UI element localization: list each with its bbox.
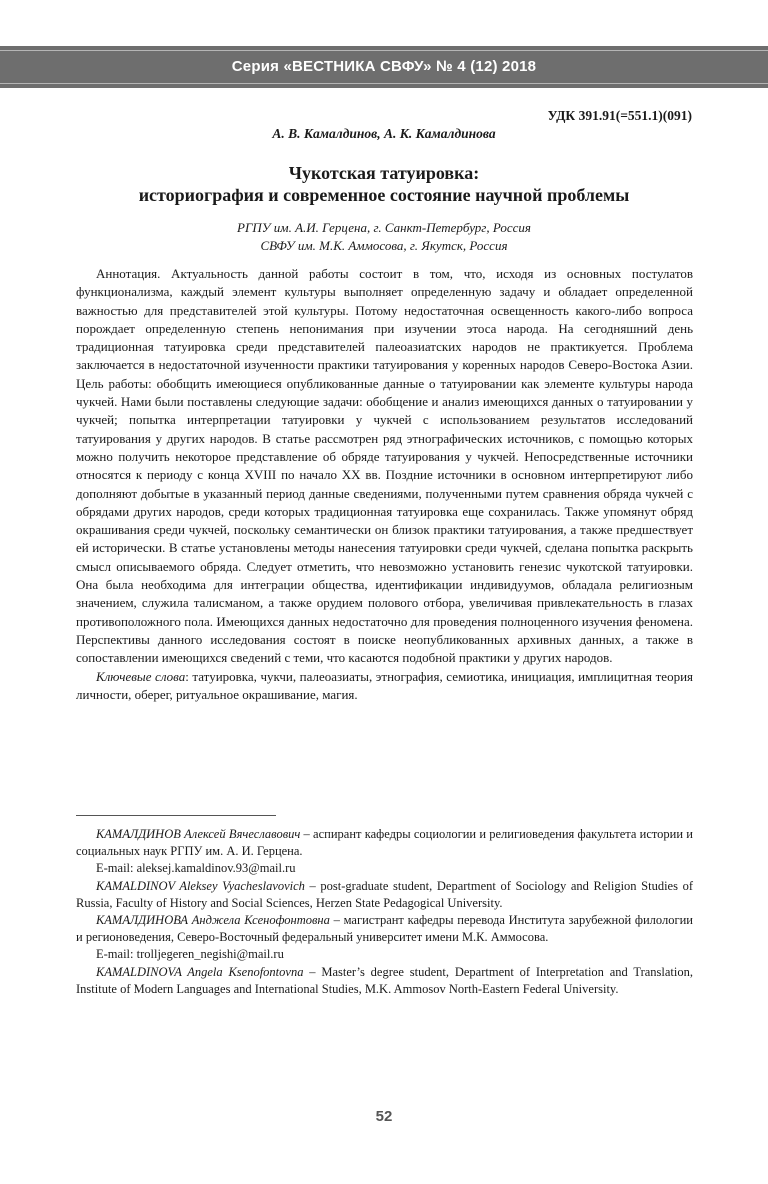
keywords-text: : татуировка, чукчи, палеоазиаты, этнография, семиотика, инициация, имплицитная теория личности, оберег, ритуальное окрашивание, магия.	[76, 668, 694, 702]
author-name: KAMALDINOV Aleksey Vyacheslavovich	[96, 878, 305, 893]
affiliation-1: РГПУ им. А.И. Герцена, г. Санкт-Петербург, Россия	[237, 220, 531, 235]
affiliation-2: СВФУ им. М.К. Аммосова, г. Якутск, Россия	[260, 238, 508, 253]
footnote-author-2-en	[76, 964, 693, 998]
footnote-author-1-en	[76, 878, 693, 912]
footnote-email-1	[76, 860, 693, 877]
article-title	[0, 162, 768, 206]
page-number: 52	[375, 1108, 393, 1125]
footnote-author-1-ru	[76, 826, 693, 860]
article-authors: А. В. Камалдинов, А. К. Камалдинова	[272, 126, 496, 141]
keywords	[76, 668, 693, 705]
udk-code: УДК 391.91(=551.1)(091)	[547, 108, 692, 123]
author-info: – аспирант кафедры социологии и религиоведения факультета истории и социальных наук РГПУ им. А. И. Герцена.	[76, 827, 693, 859]
author-email[interactable]: E-mail: aleksej.kamaldinov.93@mail.ru	[96, 861, 296, 876]
abstract-text: Аннотация. Актуальность данной работы состоит в том, что, исходя из основных постулатов функционализма, каждый элемент культуры выполняет определенную задачу и обладает определенной важностью для представителей этой культуры. Потому недостаточная освещенность какого-либо вопроса порождает определенную степень непонимания при изучении этоса народа. На сегодняшний день традиционная татуировка среди представителей палеоазиатских народов не практикуется. Проблема заключается в недостаточной изученности практики татуирования у коренных народов Северо-Востока Азии. Цель работы: обобщить имеющиеся опубликованные данные о татуировании как элементе культуры народа чукчей. Нами были поставлены следующие задачи: обобщение и анализ имеющихся данных о татуировании у чукчей; попытка интерпретации татуировки у чукчей с использованием результатов исследований татуирования у других народов. В статье рассмотрен ряд этнографических источников, с помощью которых можно получить некоторое представление об обряде татуирования у чукчей. Непосредственные источники относятся к периоду с конца XVIII по начало XX вв. Поздние источники в основном интерпретируют либо дополняют добытые в указанный период данные сведениями, полученными путем сравнения обряда чукчей с обрядами других народов, среди которых традиционная татуировка еще сохранилась. Также упомянут обряд окрашивания среди чукчей, поскольку семантически он близок практики татуирования, а также предшествует ей исторически. В статье установлены методы нанесения татуировки среди чукчей, сделана попытка раскрыть смысл описываемого обряда. Следует отметить, что невозможно установить генезис чукотской татуировки. Она была необходима для интеграции общества, идентификации индивидуумов, обладала религиозным значением, служила талисманом, а также орудием полового отбора, увеличивая привлекательность в глазах противоположного пола. Имеющихся данных недостаточно для проведения полноценного изучения феномена. Перспективы данного исследования состоят в поиске неопубликованных архивных данных, а также в сопоставлении имеющихся сведений с теми, что касаются подобной практики у других народов.	[76, 266, 693, 666]
author-info: – post-graduate student, Department of Sociology and Religion Studies of Russia, Faculty of History and Social Sciences, Herzen State Pedagogical University.	[76, 878, 693, 910]
footnote-email-2	[76, 946, 693, 963]
article-title-line-1: Чукотская татуировка:	[288, 163, 480, 183]
footnote-divider	[76, 815, 276, 816]
series-header-band	[0, 46, 768, 88]
author-name: КАМАЛДИНОВА Анджела Ксенофонтовна	[96, 913, 330, 928]
author-name: KAMALDINOVA Angela Ksenofontovna	[96, 964, 304, 979]
series-title: Серия «ВЕСТНИКА СВФУ» № 4 (12) 2018	[231, 58, 537, 75]
footnote-author-2-ru	[76, 912, 693, 946]
author-info: – Master’s degree student, Department of Interpretation and Translation, Institute of Modern Languages and International Studies, M.K. Ammosov North-Eastern Federal University.	[76, 964, 693, 996]
author-footnotes	[76, 826, 693, 998]
article-title-line-2: историография и современное состояние научной проблемы	[138, 185, 630, 205]
affiliations	[0, 219, 768, 255]
author-name: КАМАЛДИНОВ Алексей Вячеславович	[96, 827, 301, 841]
abstract	[76, 265, 693, 704]
author-email[interactable]: E-mail: trolljegeren_negishi@mail.ru	[96, 947, 284, 962]
keywords-label: Ключевые слова	[96, 668, 186, 684]
author-info: – магистрант кафедры перевода Института зарубежной филологии и регионоведения, Северо-Восточный федеральный университет имени М.К. Аммосова.	[76, 913, 693, 945]
